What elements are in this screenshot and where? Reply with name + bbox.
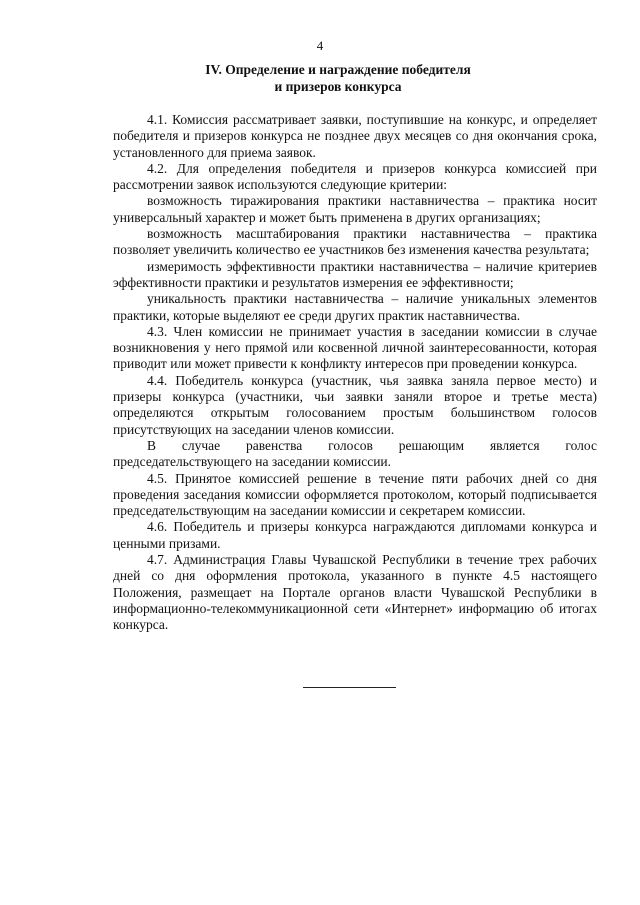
- closing-rule-divider: [303, 687, 396, 688]
- section-heading: [150, 62, 526, 95]
- section-heading-line-2: и призеров конкурса: [274, 78, 402, 94]
- page-number: 4: [316, 38, 324, 53]
- paragraph-4-3: 4.3. Член комиссии не принимает участия в заседании комиссии в случае возникновения у него прямой или косвенной личной заинтересованности, которая приводит или может привести к конфликту интересов при проведении конкурса.: [113, 323, 597, 372]
- paragraph-tie-vote: В случае равенства голосов решающим является голос председательствующего на заседании комиссии.: [113, 437, 597, 470]
- criterion-measurability: измеримость эффективности практики наставничества – наличие критериев эффективности практики и результатов измерения ее эффективности;: [113, 258, 597, 290]
- document-body: [113, 112, 597, 634]
- paragraph-4-2: 4.2. Для определения победителя и призеров конкурса комиссией при рассмотрении заявок используются следующие критерии:: [113, 160, 597, 193]
- criterion-replicability: возможность тиражирования практики наставничества – практика носит универсальный характер и может быть применена в других организациях;: [113, 193, 597, 225]
- criterion-uniqueness: уникальность практики наставничества – наличие уникальных элементов практики, которые выделяют ее среди других практик наставничества.: [113, 291, 597, 323]
- section-heading-line-1: IV. Определение и награждение победителя: [205, 62, 471, 77]
- paragraph-4-1: 4.1. Комиссия рассматривает заявки, поступившие на конкурс, и определяет победителя и призеров конкурса не позднее двух месяцев со дня окончания срока, установленного для приема заявок.: [113, 112, 597, 160]
- criterion-scalability: возможность масштабирования практики наставничества – практика позволяет увеличить количество ее участников без изменения качества результата;: [113, 226, 597, 258]
- paragraph-4-4: 4.4. Победитель конкурса (участник, чья заявка заняла первое место) и призеры конкурса (участники, чьи заявки заняли второе и третье места) определяются открытым голосованием простым большинством голосов присутствующих на заседании членов комиссии.: [113, 372, 597, 437]
- paragraph-4-6: 4.6. Победитель и призеры конкурса награждаются дипломами конкурса и ценными призами.: [113, 519, 597, 551]
- paragraph-4-5: 4.5. Принятое комиссией решение в течение пяти рабочих дней со дня проведения заседания комиссии оформляется протоколом, который подписывается председательствующим на заседании комиссии и секретарем комиссии.: [113, 470, 597, 519]
- paragraph-4-7: 4.7. Администрация Главы Чувашской Республики в течение трех рабочих дней со дня оформления протокола, указанного в пункте 4.5 настоящего Положения, размещает на Портале органов власти Чувашской Республики в информационно-телекоммуникационной сети «Интернет» информацию об итогах конкурса.: [113, 552, 597, 633]
